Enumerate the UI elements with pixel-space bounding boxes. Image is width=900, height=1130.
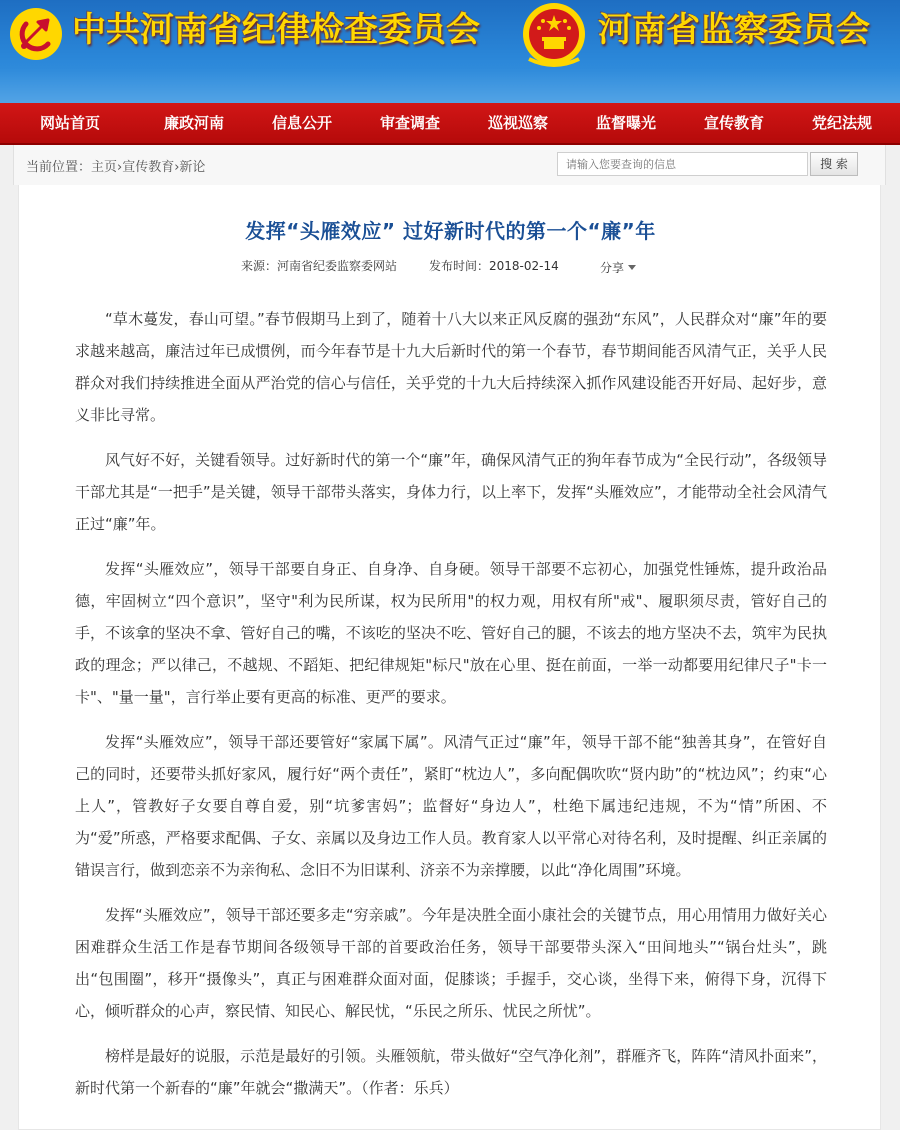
article-paragraph: 风气好不好，关键看领导。过好新时代的第一个“廉”年，确保风清气正的狗年春节成为“全民行动”，各级领导干部尤其是“一把手”是关键，领导干部带头落实，身体力行，以上率下，发挥“头雁效应”，才能带动全社会风清气正过“廉”年。 <box>75 451 827 533</box>
article-paragraph: “草木蔓发，春山可望。”春节假期马上到了，随着十八大以来正风反腐的强劲“东风”，人民群众对“廉”年的要求越来越高，廉洁过年已成惯例，而今年春节是十九大后新时代的第一个春节，春节期间能否风清气正，关乎人民群众对我们持续推进全面从严治党的信心与信任，关乎党的十九大后持续深入抓作风建设能否开好局、起好步，意义非比寻常。 <box>75 310 827 424</box>
banner-sheen <box>0 68 900 103</box>
party-emblem-icon <box>8 6 64 62</box>
breadcrumb-bar <box>13 145 886 185</box>
article-date: 发布时间：2018-02-14 <box>429 259 559 273</box>
article-title: 发挥“头雁效应” 过好新时代的第一个“廉”年 <box>245 219 656 243</box>
share-button[interactable] <box>600 259 636 276</box>
nav-item-inspection[interactable]: 巡视巡察 <box>487 114 548 132</box>
content-wrapper <box>0 145 900 1130</box>
banner-title-left: 中共河南省纪律检查委员会 <box>72 10 480 50</box>
breadcrumb[interactable]: 当前位置：主页›宣传教育›新论 <box>26 160 206 175</box>
article-body <box>75 303 827 1117</box>
chevron-down-icon <box>628 265 636 270</box>
main-nav <box>0 103 900 145</box>
nav-item-lianzheng-henan[interactable]: 廉政河南 <box>163 114 224 132</box>
article-paragraph: 发挥“头雁效应”，领导干部要自身正、自身净、自身硬。领导干部要不忘初心，加强党性锤炼，提升政治品德，牢固树立“四个意识”，坚守"利为民所谋，权为民所用"的权力观，用权有所"戒"、履职须尽责，管好自己的手，不该拿的坚决不拿、管好自己的嘴，不该吃的坚决不吃、管好自己的腿，不该去的地方坚决不去，筑牢为民执政的理念；严以律己，不越规、不蹈矩、把纪律规矩"标尺"放在心里、挺在前面，一举一动都要用纪律尺子"卡一卡"、"量一量"，言行举止要有更高的标准、更严的要求。 <box>75 560 827 706</box>
search-input[interactable] <box>557 152 808 176</box>
nav-item-info-disclosure[interactable]: 信息公开 <box>271 114 332 132</box>
share-label: 分享 <box>600 261 625 275</box>
article-paragraph: 发挥“头雁效应”，领导干部还要多走“穷亲戚”。今年是决胜全面小康社会的关键节点，用心用情用力做好关心困难群众生活工作是春节期间各级领导干部的首要政治任务，领导干部要带头深入“田间地头”“锅台灶头”，跳出“包围圈”，移开“摄像头”，真正与困难群众面对面，促膝谈；手握手，交心谈，坐得下来，俯得下身，沉得下心，倾听群众的心声，察民情、知民心、解民忧，“乐民之所乐、忧民之所忧”。 <box>75 906 827 1020</box>
nav-item-party-regulations[interactable]: 党纪法规 <box>811 114 872 132</box>
article-paragraph: 榜样是最好的说服，示范是最好的引领。头雁领航，带头做好“空气净化剂”，群雁齐飞，阵阵“清风扑面来”，新时代第一个新春的“廉”年就会“撒满天”。（作者：乐兵） <box>75 1047 827 1097</box>
search-button[interactable]: 搜 索 <box>810 152 858 176</box>
nav-item-supervision-exposure[interactable]: 监督曝光 <box>595 114 656 132</box>
article-paragraph: 发挥“头雁效应”，领导干部还要管好“家属下属”。风清气正过“廉”年，领导干部不能“独善其身”，在管好自己的同时，还要带头抓好家风，履行好“两个责任”，紧盯“枕边人”，多向配偶吹吹“贤内助”的“枕边风”；约束“心上人”，管教好子女要自尊自爱，别“坑爹害妈”；监督好“身边人”，杜绝下属违纪违规，不为“情”所困、不为“爱”所惑，严格要求配偶、子女、亲属以及身边工作人员。教育家人以平常心对待名利，及时提醒、纠正亲属的错误言行，做到恋亲不为亲徇私、念旧不为旧谋利、济亲不为亲撑腰，以此“净化周围”环境。 <box>75 733 827 879</box>
article-source: 来源：河南省纪委监察委网站 <box>241 259 398 273</box>
nav-item-home[interactable]: 网站首页 <box>39 114 100 132</box>
nav-item-publicity-education[interactable]: 宣传教育 <box>703 114 764 132</box>
banner-title-right: 河南省监察委员会 <box>598 10 870 50</box>
article-card <box>18 185 881 1130</box>
national-emblem-icon <box>521 1 587 69</box>
nav-item-investigation[interactable]: 审查调查 <box>379 114 440 132</box>
site-banner <box>0 0 900 103</box>
